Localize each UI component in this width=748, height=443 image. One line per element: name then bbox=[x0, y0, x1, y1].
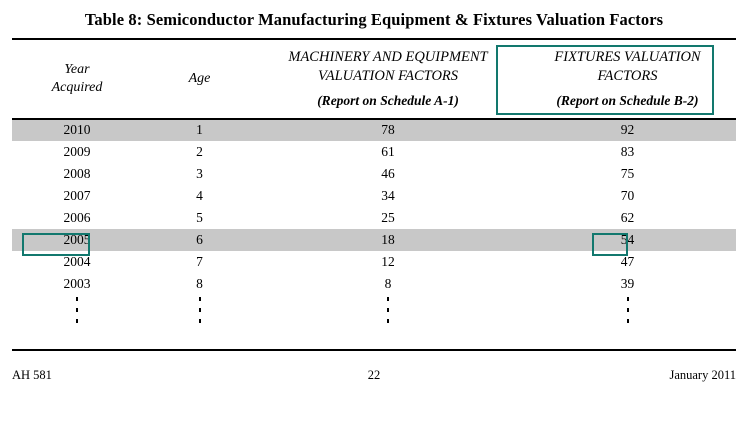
machinery-line1: MACHINERY AND EQUIPMENT bbox=[288, 49, 488, 65]
vertical-ellipsis-icon bbox=[76, 297, 78, 331]
year-acquired-line2: Acquired bbox=[51, 79, 103, 95]
column-header-age bbox=[142, 40, 257, 119]
vertical-ellipsis-icon bbox=[627, 297, 629, 331]
cell-fixtures-factor: 75 bbox=[620, 166, 635, 182]
table-row bbox=[12, 207, 736, 229]
cell-age: 5 bbox=[196, 210, 203, 226]
table-body bbox=[12, 119, 736, 337]
cell-year: 2007 bbox=[63, 188, 91, 204]
cell-year: 2003 bbox=[63, 276, 91, 292]
cell-year: 2008 bbox=[63, 166, 91, 182]
table-bottom-rule bbox=[12, 349, 736, 351]
table-continuation-row bbox=[12, 295, 736, 337]
cell-year: 2006 bbox=[63, 210, 91, 226]
footer-document-id: AH 581 bbox=[12, 368, 52, 382]
table-row bbox=[12, 273, 736, 295]
cell-year: 2009 bbox=[63, 144, 91, 160]
valuation-factors-table bbox=[12, 40, 736, 337]
cell-age: 6 bbox=[142, 229, 257, 251]
column-header-machinery-equipment bbox=[257, 40, 519, 119]
cell-year: 2005 bbox=[12, 229, 142, 251]
page-title: Table 8: Semiconductor Manufacturing Equipment & Fixtures Valuation Factors bbox=[84, 10, 664, 29]
cell-fixtures-factor: 62 bbox=[620, 210, 635, 226]
cell-machinery-factor: 18 bbox=[257, 229, 519, 251]
header-separator-rule bbox=[12, 118, 736, 120]
cell-machinery-factor: 46 bbox=[381, 166, 395, 182]
cell-year: 2004 bbox=[63, 254, 91, 270]
footer-date: January 2011 bbox=[669, 368, 736, 382]
cell-age: 3 bbox=[196, 166, 203, 182]
cell-fixtures-factor: 83 bbox=[620, 144, 635, 160]
age-label: Age bbox=[188, 70, 211, 86]
continuation-dots-age bbox=[142, 295, 257, 337]
cell-age: 8 bbox=[196, 276, 203, 292]
cell-age: 2 bbox=[196, 144, 203, 160]
column-header-fixtures bbox=[519, 40, 736, 119]
fixtures-schedule-note: (Report on Schedule B-2) bbox=[556, 92, 699, 108]
cell-fixtures-factor: 39 bbox=[620, 276, 635, 292]
table-row bbox=[12, 163, 736, 185]
machinery-schedule-note: (Report on Schedule A-1) bbox=[317, 92, 459, 108]
vertical-ellipsis-icon bbox=[387, 297, 389, 331]
cell-age: 4 bbox=[196, 188, 203, 204]
table-row bbox=[12, 229, 736, 251]
cell-machinery-factor: 61 bbox=[381, 144, 395, 160]
cell-machinery-factor: 8 bbox=[384, 276, 392, 292]
fixtures-line2: FACTORS bbox=[597, 67, 658, 84]
cell-fixtures-factor: 70 bbox=[620, 188, 635, 204]
cell-machinery-factor: 25 bbox=[381, 210, 395, 226]
continuation-dots-fixtures bbox=[519, 295, 736, 337]
continuation-dots-year bbox=[12, 295, 142, 337]
cell-fixtures-factor: 47 bbox=[620, 254, 635, 270]
year-acquired-line1: Year bbox=[64, 62, 90, 78]
cell-fixtures-factor: 92 bbox=[519, 119, 736, 141]
table-row bbox=[12, 141, 736, 163]
cell-machinery-factor: 78 bbox=[257, 119, 519, 141]
cell-year: 2010 bbox=[12, 119, 142, 141]
cell-fixtures-factor: 54 bbox=[519, 229, 736, 251]
table-row bbox=[12, 119, 736, 141]
cell-age: 1 bbox=[142, 119, 257, 141]
table-row bbox=[12, 185, 736, 207]
cell-machinery-factor: 12 bbox=[381, 254, 395, 270]
cell-age: 7 bbox=[196, 254, 203, 270]
cell-machinery-factor: 34 bbox=[381, 188, 395, 204]
vertical-ellipsis-icon bbox=[199, 297, 201, 331]
table-header bbox=[12, 40, 736, 119]
machinery-line2: VALUATION FACTORS bbox=[317, 67, 459, 84]
fixtures-line1: FIXTURES VALUATION bbox=[554, 49, 701, 65]
continuation-dots-machinery bbox=[257, 295, 519, 337]
footer-page-number: 22 bbox=[367, 368, 381, 382]
column-header-year-acquired bbox=[12, 40, 142, 119]
table-row bbox=[12, 251, 736, 273]
